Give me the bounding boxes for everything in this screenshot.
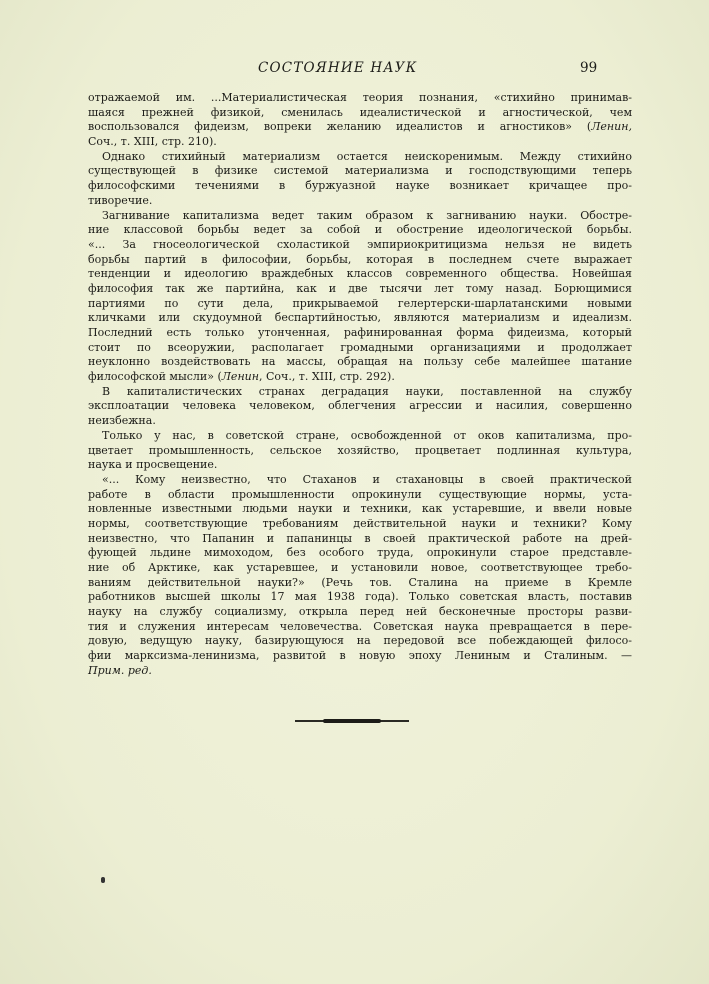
text-segment: воспользовался фидеизм, вопреки желанию идеалистов и агностиков» (: [88, 120, 592, 134]
text-segment: партиями по сути дела, прикрываемой гелертерски-шарлатанскими новыми: [88, 296, 632, 310]
text-segment: стоит по всеоружии, располагает громадными организациями и продолжает: [88, 340, 632, 354]
text-line: [88, 664, 632, 679]
text-segment: тия и служения интересам человечества. Советская наука превращается в пере-: [88, 619, 632, 633]
text-line: [88, 370, 632, 385]
text-line: [88, 517, 632, 532]
text-line: [88, 135, 632, 150]
chapter-title: СОСТОЯНИЕ НАУК: [258, 60, 418, 76]
text-line: [88, 253, 632, 268]
text-segment: наука и просвещение.: [88, 458, 218, 472]
text-segment: ваниям действительной науки?» (Речь тов. Сталина на приеме в Кремле: [88, 575, 632, 589]
text-segment: шаяся прежней физикой, сменилась идеалистической и агностической, чем: [88, 105, 632, 119]
divider-thick-line: [323, 719, 381, 723]
text-segment: , Соч., т. XIII, стр. 292).: [259, 370, 395, 384]
text-segment: Однако стихийный материализм остается неискоренимым. Между стихийно: [102, 149, 632, 163]
text-line: [88, 502, 632, 517]
text-segment: ние об Арктике, как устаревшее, и установили новое, соответствующее требо-: [88, 561, 632, 574]
text-segment: науку на службу социализму, открыла перед ней бесконечные просторы разви-: [88, 605, 632, 619]
text-segment: существующей в физике системой материализма и господствующими теперь: [88, 164, 632, 178]
text-segment: В капиталистических странах деградация науки, поставленной на службу: [102, 384, 632, 398]
text-line: [88, 120, 632, 135]
text-line: [88, 238, 632, 253]
italic-citation: Прим. ред.: [88, 663, 152, 677]
text-line: [88, 326, 632, 341]
text-line: [88, 473, 632, 488]
text-segment: «... Кому неизвестно, что Стаханов и стахановцы в своей практической: [102, 472, 632, 486]
text-line: [88, 620, 632, 635]
text-line: [88, 385, 632, 400]
text-segment: Загнивание капитализма ведет таким образом к загниванию науки. Обостре-: [102, 208, 632, 222]
text-line: [88, 634, 632, 649]
text-segment: философскими течениями в буржуазной науке возникает кричащее про-: [88, 179, 632, 193]
text-line: [88, 649, 632, 664]
text-segment: Последний есть только утонченная, рафинированная форма фидеизма, который: [88, 326, 632, 339]
text-segment: эксплоатации человека человеком, облегчения агрессии и насилия, совершенно: [88, 399, 632, 413]
text-line: [88, 341, 632, 356]
text-line: [88, 488, 632, 503]
text-segment: нормы, соответствующие требованиям действительной науки и техники? Кому: [88, 516, 632, 530]
text-segment: Только у нас, в советской стране, освобожденной от оков капитализма, про-: [102, 428, 632, 442]
text-segment: фующей льдине мимоходом, без особого труда, опрокинули старое представле-: [88, 546, 632, 560]
text-line: [88, 590, 632, 605]
page-number: 99: [580, 60, 598, 76]
text-line: [88, 297, 632, 312]
text-segment: отражаемой им. ...Материалистическая теория познания, «стихийно принимав-: [88, 91, 632, 104]
italic-citation: Ленин,: [591, 120, 632, 134]
text-segment: борьбы партий в философии, борьбы, которая в последнем счете выражает: [88, 252, 632, 266]
text-line: [88, 267, 632, 282]
text-segment: новленные известными людьми науки и техники, как устаревшие, и ввели новые: [88, 502, 632, 516]
text-segment: ние классовой борьбы ведет за собой и обострение идеологической борьбы.: [88, 223, 632, 237]
text-line: [88, 91, 632, 106]
body-text: [88, 91, 632, 679]
text-line: [88, 282, 632, 297]
section-divider-ornament: [295, 717, 409, 725]
text-line: [88, 106, 632, 121]
text-line: [88, 429, 632, 444]
text-segment: неуклонно воздействовать на массы, обращая на пользу себе малейшее шатание: [88, 355, 632, 369]
text-line: [88, 458, 632, 473]
text-segment: работе в области промышленности опрокинули существующие нормы, уста-: [88, 487, 632, 501]
text-line: [88, 355, 632, 370]
text-line: [88, 444, 632, 459]
text-line: [88, 311, 632, 326]
text-line: [88, 576, 632, 591]
text-line: [88, 164, 632, 179]
text-line: [88, 561, 632, 576]
text-segment: философской мысли» (: [88, 370, 222, 384]
text-segment: философия так же партийна, как и две тысячи лет тому назад. Борющимися: [88, 281, 632, 295]
text-segment: тиворечие.: [88, 193, 153, 207]
text-line: [88, 150, 632, 165]
text-line: [88, 179, 632, 194]
italic-citation: Ленин: [221, 370, 260, 384]
text-segment: тенденции и идеологию враждебных классов современного общества. Новейшая: [88, 267, 632, 281]
text-segment: довую, ведущую науку, базирующуюся на передовой все побеждающей филосо-: [88, 634, 632, 648]
text-segment: цветает промышленность, сельское хозяйство, процветает подлинная культура,: [88, 443, 632, 457]
text-line: [88, 605, 632, 620]
text-segment: «... За гносеологической схоластикой эмпириокритицизма нельзя не видеть: [88, 237, 632, 251]
text-line: [88, 546, 632, 561]
text-segment: неизвестно, что Папанин и папанинцы в своей практической работе на дрей-: [88, 531, 632, 545]
scan-speck: [101, 877, 105, 883]
text-segment: Соч., т. XIII, стр. 210).: [88, 135, 217, 149]
text-line: [88, 209, 632, 224]
text-line: [88, 399, 632, 414]
text-segment: неизбежна.: [88, 414, 156, 428]
text-line: [88, 223, 632, 238]
text-segment: работников высшей школы 17 мая 1938 года). Только советская власть, поставив: [88, 590, 632, 604]
text-line: [88, 414, 632, 429]
text-line: [88, 194, 632, 209]
text-segment: кличками или скудоумной беспартийностью, являются материализм и идеализм.: [88, 311, 632, 325]
text-line: [88, 532, 632, 547]
text-segment: фии марксизма-ленинизма, развитой в новую эпоху Лениным и Сталиным. —: [88, 649, 632, 663]
running-head: [0, 60, 709, 80]
